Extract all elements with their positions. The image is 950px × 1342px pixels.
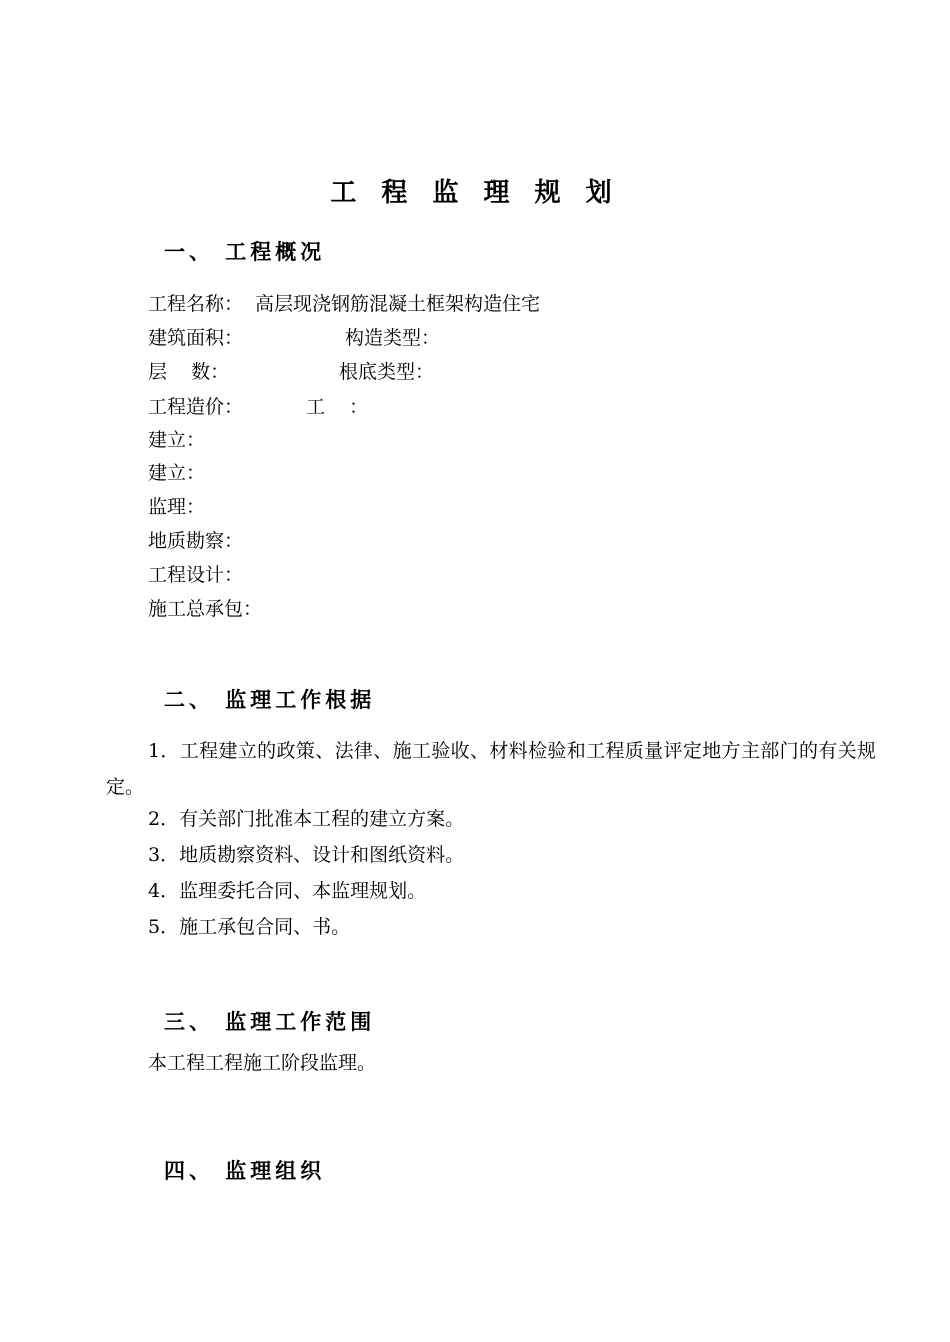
basis-item-5: 5．施工承包合同、书。 — [148, 916, 351, 938]
contractor-label: 施工总承包： — [148, 598, 263, 620]
period-label: 工 ： — [306, 396, 369, 418]
basis-item-1: 1．工程建立的政策、法律、施工验收、材料检验和工程质量评定地方主部门的有关规定。 — [106, 740, 876, 798]
section-heading-basis: 二、 监理工作根据 — [164, 688, 376, 712]
project-name-row — [148, 292, 540, 316]
builder-label-1: 建立： — [148, 429, 206, 451]
scope-text: 本工程工程施工阶段监理。 — [148, 1052, 377, 1074]
section-heading-scope: 三、 监理工作范围 — [164, 1010, 376, 1034]
basis-item-3: 3．地质勘察资料、设计和图纸资料。 — [148, 844, 465, 866]
area-label: 建筑面积： — [148, 327, 244, 349]
document-title: 工 程 监 理 规 划 — [330, 178, 620, 208]
design-label: 工程设计： — [148, 564, 244, 586]
section-heading-overview: 一、 工程概况 — [164, 240, 326, 264]
section-heading-organization: 四、 监理组织 — [164, 1159, 326, 1183]
structure-type-label: 构造类型： — [345, 327, 441, 349]
supervisor-label: 监理： — [148, 496, 206, 518]
basis-item-2: 2．有关部门批准本工程的建立方案。 — [148, 808, 465, 830]
survey-label: 地质勘察： — [148, 530, 244, 552]
basis-item-4: 4．监理委托合同、本监理规划。 — [148, 880, 427, 902]
project-name-value: 高层现浇钢筋混凝土框架构造住宅 — [255, 293, 541, 315]
foundation-type-label: 根底类型： — [339, 361, 435, 383]
cost-label: 工程造价： — [148, 396, 244, 418]
builder-label-2: 建立： — [148, 462, 206, 484]
floors-label: 层 数： — [148, 361, 230, 383]
project-name-label: 工程名称： — [148, 293, 244, 315]
